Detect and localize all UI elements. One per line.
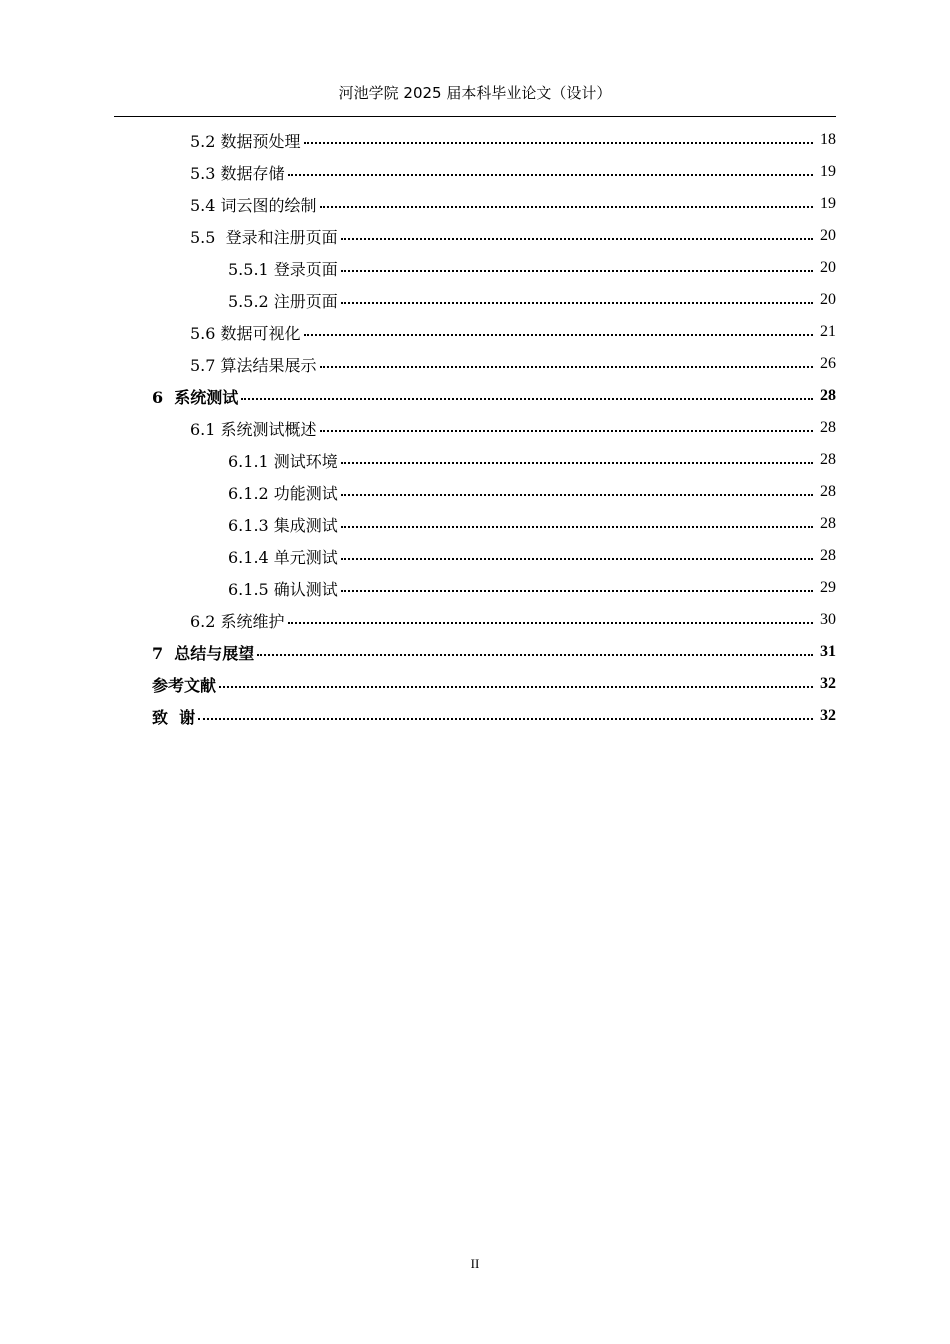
toc-entry-title: 5.6 数据可视化: [190, 323, 301, 343]
toc-entry-title: 参考文献: [152, 675, 217, 695]
toc-leader-dots: [341, 558, 813, 560]
toc-entry-page: 21: [820, 323, 836, 340]
toc-entry-5-2[interactable]: [0, 124, 836, 156]
toc-entry-6-1-5[interactable]: [0, 572, 836, 604]
toc-entry-title: 5.4 词云图的绘制: [190, 195, 317, 215]
toc-entry-acknowledgements[interactable]: [0, 700, 836, 732]
table-of-contents: [0, 124, 950, 732]
toc-leader-dots: [241, 398, 813, 400]
toc-entry-page: 28: [820, 419, 836, 436]
toc-entry-title: 6 系统测试: [152, 387, 239, 407]
toc-entry-title: 6.1.3 集成测试: [228, 515, 338, 535]
toc-entry-title: 6.2 系统维护: [190, 611, 285, 631]
toc-entry-title: 6.1.2 功能测试: [228, 483, 338, 503]
toc-entry-page: 32: [820, 675, 836, 692]
toc-leader-dots: [304, 142, 813, 144]
toc-entry-title: 6.1 系统测试概述: [190, 419, 317, 439]
toc-entry-page: 19: [820, 163, 836, 180]
toc-leader-dots: [341, 526, 813, 528]
toc-entry-page: 30: [820, 611, 836, 628]
toc-entry-6-2[interactable]: [0, 604, 836, 636]
toc-entry-page: 20: [820, 227, 836, 244]
toc-entry-title: 5.5.2 注册页面: [228, 291, 338, 311]
header-rule: [114, 116, 836, 117]
toc-leader-dots: [288, 174, 813, 176]
toc-entry-page: 28: [820, 483, 836, 500]
toc-entry-page: 18: [820, 131, 836, 148]
toc-entry-page: 31: [820, 643, 836, 660]
toc-entry-page: 19: [820, 195, 836, 212]
toc-leader-dots: [288, 622, 813, 624]
toc-entry-title: 6.1.5 确认测试: [228, 579, 338, 599]
toc-leader-dots: [198, 718, 813, 720]
toc-entry-5-5[interactable]: [0, 220, 836, 252]
toc-entry-7[interactable]: [0, 636, 836, 668]
toc-entry-5-6[interactable]: [0, 316, 836, 348]
toc-entry-5-7[interactable]: [0, 348, 836, 380]
toc-entry-page: 32: [820, 707, 836, 724]
toc-leader-dots: [341, 302, 813, 304]
toc-entry-title: 5.3 数据存储: [190, 163, 285, 183]
toc-leader-dots: [320, 366, 813, 368]
toc-leader-dots: [341, 494, 813, 496]
toc-entry-6-1-1[interactable]: [0, 444, 836, 476]
toc-entry-page: 28: [820, 451, 836, 468]
toc-entry-page: 29: [820, 579, 836, 596]
toc-entry-references[interactable]: [0, 668, 836, 700]
toc-entry-6-1-2[interactable]: [0, 476, 836, 508]
toc-leader-dots: [341, 462, 813, 464]
toc-entry-6-1-4[interactable]: [0, 540, 836, 572]
toc-entry-6[interactable]: [0, 380, 836, 412]
toc-entry-title: 5.5 登录和注册页面: [190, 227, 338, 247]
toc-leader-dots: [341, 590, 813, 592]
toc-leader-dots: [320, 206, 813, 208]
toc-entry-5-4[interactable]: [0, 188, 836, 220]
toc-leader-dots: [304, 334, 813, 336]
toc-entry-5-5-2[interactable]: [0, 284, 836, 316]
toc-entry-6-1[interactable]: [0, 412, 836, 444]
toc-entry-5-3[interactable]: [0, 156, 836, 188]
toc-entry-page: 20: [820, 291, 836, 308]
toc-leader-dots: [320, 430, 813, 432]
toc-entry-title: 6.1.4 单元测试: [228, 547, 338, 567]
toc-entry-6-1-3[interactable]: [0, 508, 836, 540]
toc-leader-dots: [341, 238, 813, 240]
toc-entry-page: 26: [820, 355, 836, 372]
toc-leader-dots: [341, 270, 813, 272]
toc-entry-5-5-1[interactable]: [0, 252, 836, 284]
toc-entry-title: 6.1.1 测试环境: [228, 451, 338, 471]
page-header: 河池学院 2025 届本科毕业论文（设计）: [338, 84, 612, 102]
toc-entry-page: 28: [820, 515, 836, 532]
toc-entry-title: 致 谢: [152, 707, 196, 727]
toc-leader-dots: [219, 686, 813, 688]
toc-entry-title: 5.5.1 登录页面: [228, 259, 338, 279]
toc-entry-title: 5.7 算法结果展示: [190, 355, 317, 375]
toc-entry-title: 7 总结与展望: [152, 643, 255, 663]
page-number: II: [470, 1256, 480, 1271]
toc-entry-title: 5.2 数据预处理: [190, 131, 301, 151]
toc-entry-page: 20: [820, 259, 836, 276]
toc-leader-dots: [257, 654, 813, 656]
toc-entry-page: 28: [820, 547, 836, 564]
toc-entry-page: 28: [820, 387, 836, 404]
